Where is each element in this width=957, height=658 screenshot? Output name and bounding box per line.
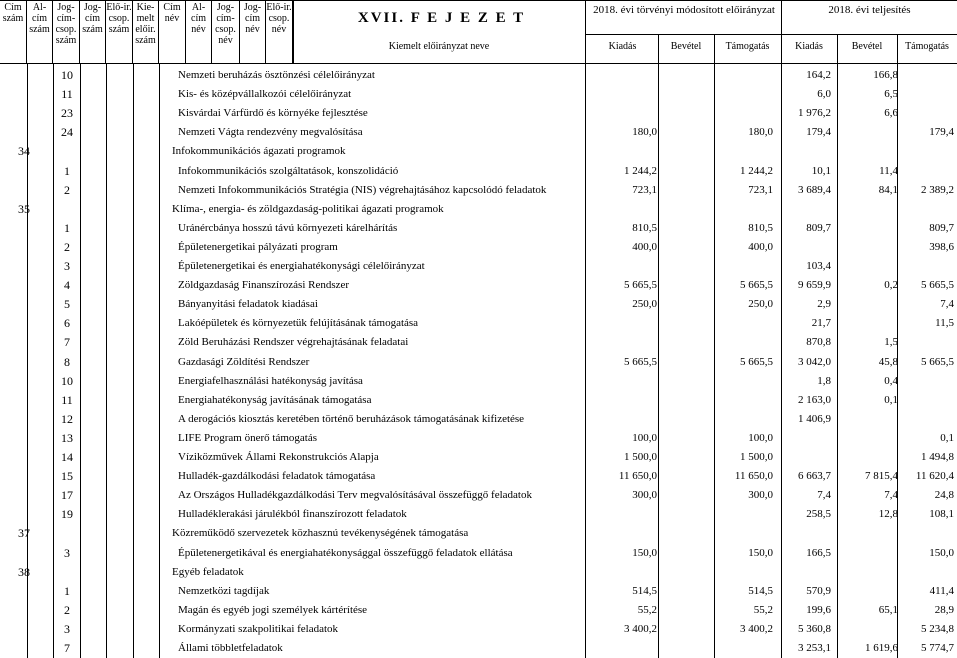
modified-tamogatas: 150,0 bbox=[748, 546, 773, 559]
actual-bevetel: 166,8 bbox=[873, 69, 898, 81]
actual-bevetel: 11,4 bbox=[879, 164, 898, 177]
actual-tamogatas: 1 494,8 bbox=[921, 451, 954, 463]
modified-kiadas: 11 650,0 bbox=[618, 470, 657, 483]
section-row bbox=[0, 524, 957, 543]
item-name: Nemzeti beruházás ösztönzési célelőirányzat bbox=[178, 69, 375, 81]
item-name: Nemzeti Vágta rendezvény megvalósítása bbox=[178, 126, 363, 139]
modified-kiadas: 1 244,2 bbox=[624, 164, 657, 177]
header-tamogatas-2: Támogatás bbox=[905, 41, 949, 52]
item-name: A derogációs kiosztás keretében történő beruházások támogatásának kifizetése bbox=[178, 412, 525, 425]
modified-tamogatas: 11 650,0 bbox=[734, 470, 773, 483]
header-name: Kiemelt előirányzat neve bbox=[388, 41, 490, 52]
item-name: Kisvárdai Várfürdő és környéke fejlesztése bbox=[178, 107, 368, 120]
actual-kiadas: 2,9 bbox=[817, 298, 831, 311]
divider bbox=[714, 34, 715, 63]
modified-kiadas: 300,0 bbox=[632, 489, 657, 502]
modified-kiadas: 250,0 bbox=[632, 298, 657, 311]
actual-tamogatas: 809,7 bbox=[929, 221, 954, 234]
item-name: Az Országos Hulladékgazdálkodási Terv megvalósításával összefüggő feladatok bbox=[178, 489, 532, 502]
jogcim-number: 4 bbox=[64, 278, 70, 293]
cim-number: 37 bbox=[18, 526, 30, 541]
actual-bevetel: 0,4 bbox=[884, 374, 898, 387]
actual-kiadas: 1,8 bbox=[817, 374, 831, 387]
item-name: Épületenergetikával és energiahatékonysággal összefüggő feladatok ellátása bbox=[178, 546, 513, 559]
jogcim-number: 24 bbox=[61, 125, 73, 140]
jogcim-number: 3 bbox=[64, 545, 70, 560]
divider bbox=[585, 34, 957, 35]
divider bbox=[585, 0, 586, 63]
actual-bevetel: 7,4 bbox=[884, 489, 898, 502]
table-row bbox=[0, 639, 957, 658]
item-name: Lakóépületek és környezetük felújításának támogatása bbox=[178, 317, 419, 330]
section-row bbox=[0, 200, 957, 219]
actual-kiadas: 809,7 bbox=[806, 221, 831, 234]
section-row bbox=[0, 563, 957, 582]
actual-kiadas: 258,5 bbox=[806, 508, 831, 521]
item-name: Magán és egyéb jogi személyek kártérítése bbox=[178, 603, 368, 616]
actual-kiadas: 6,0 bbox=[817, 88, 831, 101]
modified-kiadas: 180,0 bbox=[632, 126, 657, 139]
modified-tamogatas: 3 400,2 bbox=[740, 622, 773, 635]
table-row bbox=[0, 276, 957, 295]
actual-tamogatas: 411,4 bbox=[929, 584, 954, 597]
actual-kiadas: 3 042,0 bbox=[798, 355, 831, 368]
actual-kiadas: 7,4 bbox=[817, 489, 831, 502]
cim-number: 34 bbox=[18, 144, 30, 159]
jogcim-number: 2 bbox=[64, 182, 70, 197]
header-kiadas-1: Kiadás bbox=[608, 41, 637, 52]
modified-kiadas: 55,2 bbox=[637, 603, 657, 616]
header-tamogatas-1: Támogatás bbox=[725, 41, 770, 52]
actual-tamogatas: 5 234,8 bbox=[921, 622, 954, 635]
actual-bevetel: 12,8 bbox=[878, 508, 898, 521]
modified-kiadas: 723,1 bbox=[632, 183, 657, 196]
actual-kiadas: 5 360,8 bbox=[798, 622, 831, 635]
table-row bbox=[0, 391, 957, 410]
item-name: Nemzeti Infokommunikációs Stratégia (NIS) végrehajtásához kapcsolódó feladatok bbox=[178, 183, 547, 196]
actual-kiadas: 6 663,7 bbox=[798, 470, 831, 483]
actual-kiadas: 1 406,9 bbox=[798, 412, 831, 425]
header-jogcimcsopnev: Jog-cím-csop. név bbox=[212, 0, 240, 63]
actual-bevetel: 1,5 bbox=[884, 336, 898, 349]
cim-number: 38 bbox=[18, 564, 30, 579]
divider bbox=[293, 0, 294, 63]
table-row bbox=[0, 219, 957, 238]
modified-kiadas: 100,0 bbox=[632, 431, 657, 444]
header-group-modified: 2018. évi törvényi módosított előirányzat bbox=[593, 4, 775, 16]
divider bbox=[781, 0, 782, 63]
actual-kiadas: 103,4 bbox=[806, 260, 831, 272]
table-row bbox=[0, 104, 957, 123]
jogcim-number: 11 bbox=[61, 87, 73, 102]
header-kiemelt: Kie-melt előir. szám bbox=[133, 0, 159, 63]
actual-bevetel: 84,1 bbox=[878, 183, 898, 196]
table-row bbox=[0, 372, 957, 391]
table-row bbox=[0, 238, 957, 257]
modified-tamogatas: 723,1 bbox=[748, 183, 773, 196]
item-name: Gazdasági Zöldítési Rendszer bbox=[178, 355, 310, 368]
header-alcimnev: Al-cím név bbox=[186, 0, 212, 63]
modified-tamogatas: 1 244,2 bbox=[740, 164, 773, 177]
item-name: Kis- és középvállalkozói célelőirányzat bbox=[178, 88, 352, 101]
header-jogcimnev: Jog-cím név bbox=[240, 0, 266, 63]
table-row bbox=[0, 448, 957, 467]
actual-bevetel: 0,1 bbox=[884, 393, 898, 406]
table-row bbox=[0, 333, 957, 352]
actual-kiadas: 199,6 bbox=[806, 603, 831, 616]
header-eloircsopnev: Elő-ir. csop. név bbox=[266, 0, 293, 63]
table-row bbox=[0, 314, 957, 333]
table-row bbox=[0, 486, 957, 505]
item-name: Állami többletfeladatok bbox=[178, 642, 283, 654]
table-row bbox=[0, 429, 957, 448]
header-bevetel-1: Bevétel bbox=[670, 41, 702, 52]
modified-kiadas: 150,0 bbox=[632, 546, 657, 559]
modified-kiadas: 5 665,5 bbox=[624, 279, 657, 292]
item-name: Egyéb feladatok bbox=[172, 565, 244, 578]
table-row bbox=[0, 505, 957, 524]
actual-tamogatas: 5 665,5 bbox=[921, 355, 954, 368]
jogcim-number: 2 bbox=[64, 239, 70, 254]
item-name: LIFE Program önerő támogatás bbox=[178, 431, 317, 444]
actual-kiadas: 166,5 bbox=[806, 546, 831, 559]
actual-tamogatas: 150,0 bbox=[929, 546, 954, 559]
actual-kiadas: 2 163,0 bbox=[798, 393, 831, 406]
item-name: Épületenergetikai és energiahatékonysági célelőirányzat bbox=[178, 260, 425, 272]
actual-kiadas: 164,2 bbox=[806, 69, 831, 81]
divider bbox=[837, 34, 838, 63]
actual-tamogatas: 11 620,4 bbox=[915, 470, 954, 483]
item-name: Uránércbánya hosszú távú környezeti kárelhárítás bbox=[178, 221, 398, 234]
jogcim-number: 2 bbox=[64, 602, 70, 617]
actual-kiadas: 870,8 bbox=[806, 336, 831, 349]
item-name: Infokommunikációs szolgáltatások, konszolidáció bbox=[178, 164, 399, 177]
header-bevetel-2: Bevétel bbox=[851, 41, 883, 52]
actual-tamogatas: 24,8 bbox=[934, 489, 954, 502]
table-row bbox=[0, 601, 957, 620]
divider bbox=[897, 34, 898, 63]
table-row bbox=[0, 123, 957, 142]
jogcim-number: 6 bbox=[64, 316, 70, 331]
modified-tamogatas: 180,0 bbox=[748, 126, 773, 139]
actual-bevetel: 6,6 bbox=[884, 107, 898, 120]
jogcim-number: 14 bbox=[61, 450, 73, 464]
jogcim-number: 3 bbox=[64, 621, 70, 636]
table-row bbox=[0, 410, 957, 429]
item-name: Hulladéklerakási járulékból finanszírozott feladatok bbox=[178, 508, 407, 521]
table-row bbox=[0, 162, 957, 181]
item-name: Infokommunikációs ágazati programok bbox=[172, 145, 346, 158]
modified-tamogatas: 810,5 bbox=[748, 221, 773, 234]
modified-kiadas: 5 665,5 bbox=[624, 355, 657, 368]
table-row bbox=[0, 353, 957, 372]
actual-tamogatas: 11,5 bbox=[935, 317, 954, 330]
actual-tamogatas: 398,6 bbox=[929, 240, 954, 253]
actual-kiadas: 570,9 bbox=[806, 584, 831, 597]
modified-kiadas: 1 500,0 bbox=[624, 451, 657, 463]
modified-tamogatas: 5 665,5 bbox=[740, 355, 773, 368]
actual-tamogatas: 108,1 bbox=[929, 508, 954, 521]
actual-kiadas: 3 689,4 bbox=[798, 183, 831, 196]
actual-tamogatas: 5 665,5 bbox=[921, 279, 954, 292]
actual-tamogatas: 28,9 bbox=[934, 603, 954, 616]
table-row bbox=[0, 181, 957, 200]
item-name: Nemzetközi tagdíjak bbox=[178, 584, 270, 597]
actual-kiadas: 179,4 bbox=[806, 126, 831, 139]
header-alcim: Al-cím szám bbox=[27, 0, 53, 63]
modified-tamogatas: 250,0 bbox=[748, 298, 773, 311]
jogcim-number: 3 bbox=[64, 259, 70, 273]
item-name: Közreműködő szervezetek közhasznú tevékenységének támogatása bbox=[172, 527, 469, 540]
table-row bbox=[0, 582, 957, 601]
header-jogcim: Jog-cím szám bbox=[80, 0, 106, 63]
modified-tamogatas: 514,5 bbox=[748, 584, 773, 597]
header-cimnev: Cím név bbox=[159, 0, 186, 63]
item-name: Zöld Beruházási Rendszer végrehajtásának feladatai bbox=[178, 336, 409, 349]
header-jogcimcsop: Jog-cím-csop. szám bbox=[53, 0, 80, 63]
modified-tamogatas: 1 500,0 bbox=[740, 451, 773, 463]
actual-kiadas: 21,7 bbox=[811, 317, 831, 330]
item-name: Kormányzati szakpolitikai feladatok bbox=[178, 622, 339, 635]
jogcim-number: 15 bbox=[61, 469, 73, 484]
modified-kiadas: 514,5 bbox=[632, 584, 657, 597]
jogcim-number: 5 bbox=[64, 297, 70, 312]
jogcim-number: 23 bbox=[61, 106, 73, 121]
header-kiadas-2: Kiadás bbox=[795, 41, 823, 52]
jogcim-number: 1 bbox=[64, 163, 70, 178]
jogcim-number: 10 bbox=[61, 373, 73, 388]
table-row bbox=[0, 85, 957, 104]
modified-tamogatas: 100,0 bbox=[748, 431, 773, 444]
actual-tamogatas: 179,4 bbox=[929, 126, 954, 139]
divider bbox=[658, 34, 659, 63]
item-name: Bányanyitási feladatok kiadásai bbox=[178, 298, 318, 311]
actual-kiadas: 1 976,2 bbox=[798, 107, 831, 120]
modified-tamogatas: 5 665,5 bbox=[740, 279, 773, 292]
table-row bbox=[0, 66, 957, 85]
modified-kiadas: 3 400,2 bbox=[624, 622, 657, 635]
actual-kiadas: 9 659,9 bbox=[798, 279, 831, 292]
jogcim-number: 8 bbox=[64, 354, 70, 369]
table-row bbox=[0, 467, 957, 486]
jogcim-number: 1 bbox=[64, 583, 70, 598]
item-name: Energiafelhasználási hatékonyság javítása bbox=[178, 374, 363, 387]
header-cim: Cím szám bbox=[0, 0, 27, 63]
cim-number: 35 bbox=[18, 201, 30, 216]
actual-kiadas: 10,1 bbox=[811, 164, 831, 177]
table-row bbox=[0, 295, 957, 314]
actual-bevetel: 7 815,4 bbox=[865, 470, 898, 483]
actual-bevetel: 65,1 bbox=[878, 603, 898, 616]
modified-tamogatas: 400,0 bbox=[748, 240, 773, 253]
header-bottom-border bbox=[0, 63, 957, 64]
jogcim-number: 17 bbox=[61, 488, 73, 503]
actual-bevetel: 1 619,6 bbox=[865, 642, 898, 654]
table-row bbox=[0, 544, 957, 563]
jogcim-number: 10 bbox=[61, 68, 73, 82]
jogcim-number: 7 bbox=[64, 641, 70, 655]
actual-bevetel: 6,5 bbox=[884, 88, 898, 101]
jogcim-number: 19 bbox=[61, 507, 73, 522]
header-group-actual: 2018. évi teljesítés bbox=[828, 4, 911, 16]
modified-tamogatas: 55,2 bbox=[753, 603, 773, 616]
item-name: Energiahatékonyság javításának támogatása bbox=[178, 393, 372, 406]
item-name: Klíma-, energia- és zöldgazdaság-politikai ágazati programok bbox=[172, 202, 444, 215]
actual-kiadas: 3 253,1 bbox=[798, 642, 831, 654]
item-name: Hulladék-gazdálkodási feladatok támogatása bbox=[178, 470, 376, 483]
table-row bbox=[0, 257, 957, 276]
jogcim-number: 7 bbox=[64, 335, 70, 350]
actual-tamogatas: 5 774,7 bbox=[921, 642, 954, 654]
jogcim-number: 13 bbox=[61, 430, 73, 445]
actual-tamogatas: 7,4 bbox=[940, 298, 954, 311]
jogcim-number: 11 bbox=[61, 392, 73, 407]
modified-kiadas: 400,0 bbox=[632, 240, 657, 253]
item-name: Zöldgazdaság Finanszírozási Rendszer bbox=[178, 279, 350, 292]
actual-bevetel: 0,2 bbox=[884, 279, 898, 292]
chapter-title: XVII. F E J E Z E T bbox=[357, 10, 526, 26]
jogcim-number: 1 bbox=[64, 220, 70, 235]
actual-tamogatas: 0,1 bbox=[940, 431, 954, 444]
actual-bevetel: 45,8 bbox=[878, 355, 898, 368]
modified-kiadas: 810,5 bbox=[632, 221, 657, 234]
item-name: Víziközművek Állami Rekonstrukciós Alapja bbox=[178, 451, 379, 463]
modified-tamogatas: 300,0 bbox=[748, 489, 773, 502]
top-border bbox=[0, 0, 957, 1]
actual-tamogatas: 2 389,2 bbox=[921, 183, 954, 196]
jogcim-number: 12 bbox=[61, 411, 73, 426]
section-row bbox=[0, 142, 957, 161]
header-eloir-csop: Elő-ir. csop. szám bbox=[106, 0, 133, 63]
item-name: Épületenergetikai pályázati program bbox=[178, 240, 338, 253]
table-row bbox=[0, 620, 957, 639]
